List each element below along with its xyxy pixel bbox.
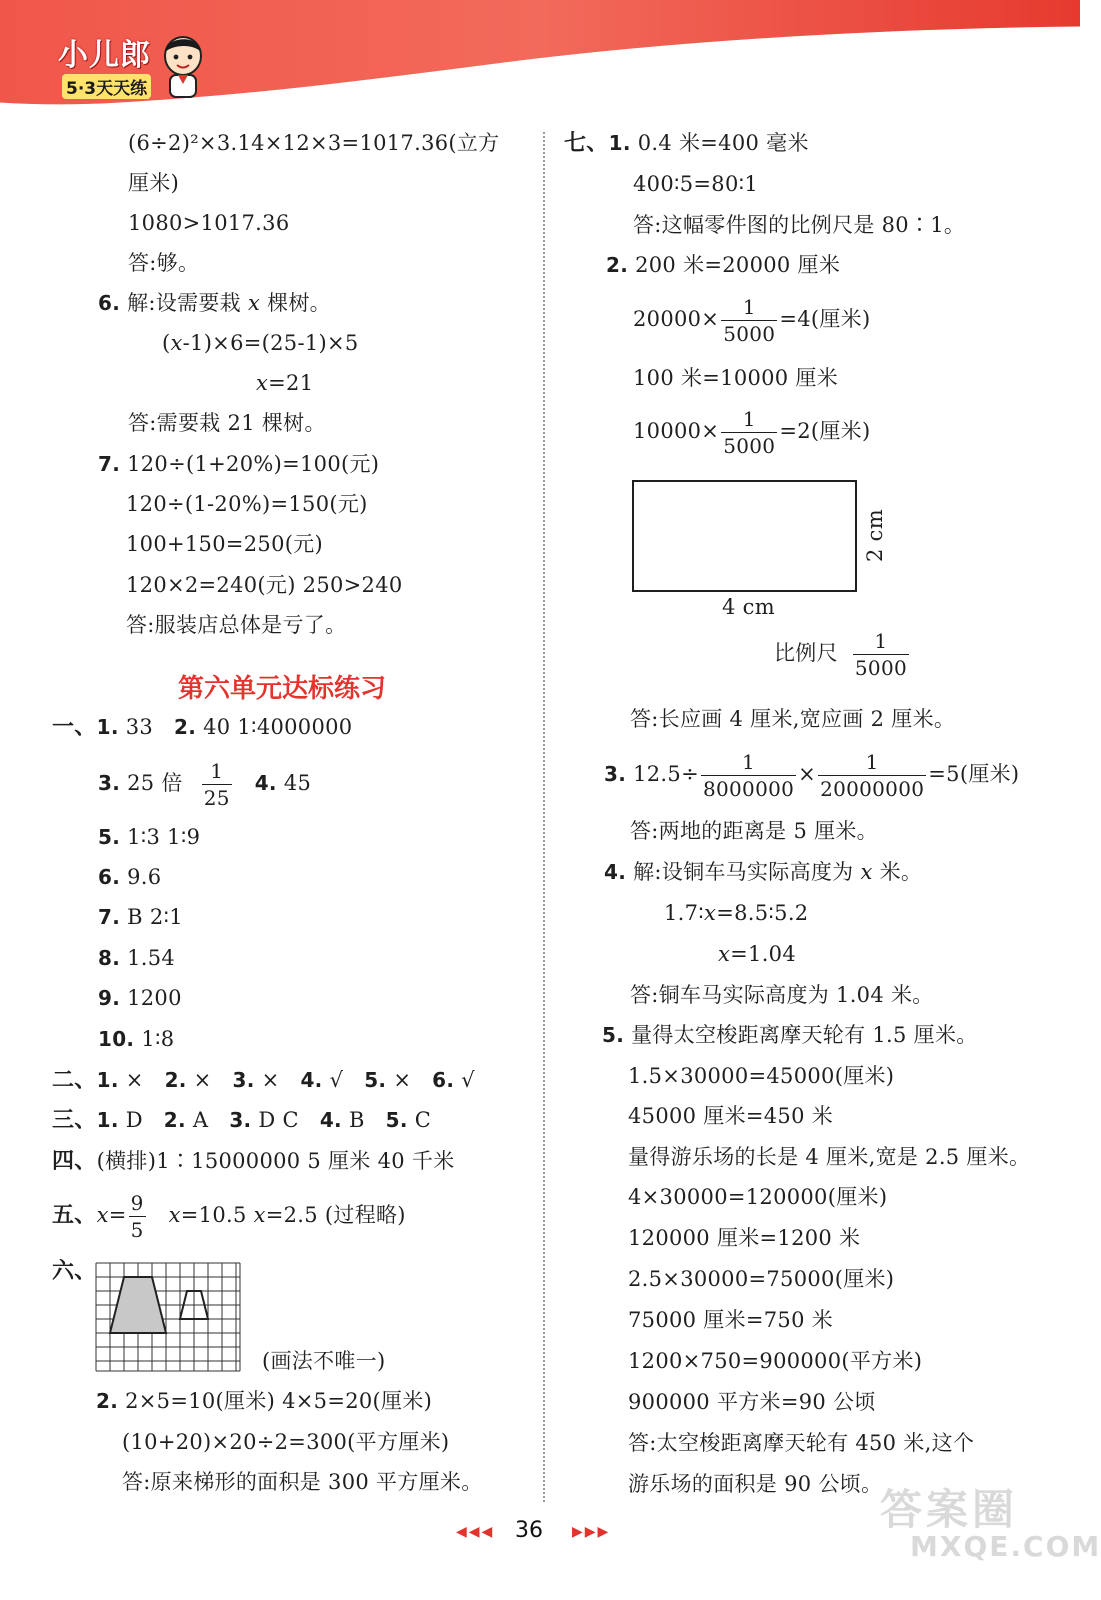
numerator: 1 <box>742 295 756 319</box>
question-number: 2. <box>173 715 197 739</box>
answer-value: D <box>125 1108 143 1132</box>
section-label: 二、 <box>52 1068 97 1093</box>
arrow-right-icon: ▶▶▶ <box>572 1524 611 1540</box>
answer-value: B <box>348 1108 365 1132</box>
question-number: 6. <box>98 291 121 315</box>
fraction <box>701 752 796 799</box>
answer-value: 25 倍 <box>127 771 183 795</box>
section-3-row <box>52 1105 431 1136</box>
scaled-rectangle <box>632 480 857 592</box>
question-number: 2. <box>606 253 629 277</box>
question-number: 1. <box>96 1068 119 1092</box>
calc-line: 1.5×30000=45000(厘米) <box>628 1064 895 1088</box>
answer-line: 答:需要栽 21 棵树。 <box>128 411 326 435</box>
expression-part: 12.5÷ <box>633 762 699 786</box>
calc-line: 0.4 米=400 毫米 <box>637 131 809 155</box>
expression-part: =2(厘米) <box>779 419 871 443</box>
answer-value: 33 <box>125 715 154 739</box>
answer-line: 答:够。 <box>128 251 200 275</box>
calc-line: 120÷(1+20%)=100(元) <box>127 452 380 476</box>
calc-line: 75000 厘米=750 米 <box>628 1308 834 1332</box>
section-label: 四、 <box>52 1149 97 1174</box>
watermark-title: 答案圈 <box>880 1485 1019 1534</box>
section-1-row <box>98 862 161 892</box>
calc-line <box>633 296 870 344</box>
question-number: 3. <box>232 1068 255 1092</box>
calc-line: 1080>1017.36 <box>128 211 290 235</box>
calc-line: (6÷2)²×3.14×12×3=1017.36(立方 <box>128 131 500 155</box>
question-number: 3. <box>98 771 121 795</box>
answer-line: 游乐场的面积是 90 公顷。 <box>628 1472 883 1496</box>
section-6-q2 <box>96 1386 432 1416</box>
answer-value: × <box>125 1068 144 1092</box>
question-number: 5. <box>602 1023 625 1047</box>
answer-value: × <box>393 1068 412 1092</box>
calc-line: 200 米=20000 厘米 <box>635 253 841 277</box>
calc-line: 120×2=240(元) 250>240 <box>126 573 403 597</box>
question-number: 5. <box>385 1108 408 1132</box>
calc-line: 1200×750=900000(平方米) <box>628 1349 923 1373</box>
section-1-row <box>98 760 311 808</box>
calc-line: 2.5×30000=75000(厘米) <box>628 1267 895 1291</box>
answer-value: × <box>193 1068 212 1092</box>
answer-line: 答:两地的距离是 5 厘米。 <box>630 819 878 843</box>
numerator: 1 <box>874 629 888 653</box>
answer-line: 答:太空梭距离摩天轮有 450 米,这个 <box>628 1431 975 1455</box>
question-number: 2. <box>164 1068 187 1092</box>
question-6 <box>98 288 331 318</box>
calc-line: 厘米) <box>128 171 180 195</box>
section-label: 三、 <box>52 1108 97 1133</box>
section-1-row <box>98 902 183 932</box>
numerator: 9 <box>130 1191 144 1215</box>
section-2-row <box>52 1065 475 1096</box>
answer-value: D C <box>258 1108 299 1132</box>
section-1-row <box>98 983 182 1013</box>
answer-line: 答:原来梯形的面积是 300 平方厘米。 <box>122 1470 483 1494</box>
large-trapezoid <box>110 1277 166 1333</box>
equation-line: 𝑥=1.04 <box>718 942 796 966</box>
answer-value: 40 1∶4000000 <box>203 715 353 739</box>
expression-part: × <box>798 762 817 786</box>
rect-height-label: 2 cm <box>863 509 887 562</box>
question-number: 6. <box>432 1068 455 1092</box>
section-4-row <box>52 1146 455 1177</box>
denominator: 25 <box>203 786 230 810</box>
calc-line: 100 米=10000 厘米 <box>633 366 839 390</box>
calc-line: 量得太空梭距离摩天轮有 1.5 厘米。 <box>631 1023 978 1047</box>
calc-line: 120÷(1-20%)=150(元) <box>126 492 368 516</box>
answer-value: B 2∶1 <box>127 905 183 929</box>
answer-line: 答:铜车马实际高度为 1.04 米。 <box>630 983 934 1007</box>
expression-part: 20000× <box>633 307 720 331</box>
section-label: 六、 <box>52 1259 97 1284</box>
answer-value: 9.6 <box>127 865 162 889</box>
logo-subtitle: 5·3天天练 <box>62 74 151 99</box>
solution-setup: 解:设铜车马实际高度为 𝑥 米。 <box>633 860 923 884</box>
denominator: 8000000 <box>702 777 795 801</box>
answer-value: A <box>192 1108 209 1132</box>
expression-part: 10000× <box>633 419 720 443</box>
question-number: 1. <box>608 131 631 155</box>
section-1-row <box>98 822 200 852</box>
fraction <box>202 761 232 808</box>
solution-setup: 解:设需要栽 𝑥 棵树。 <box>127 291 331 315</box>
answer-value: 1200 <box>127 986 182 1010</box>
question-number: 8. <box>98 946 121 970</box>
fraction <box>818 752 926 799</box>
question-number: 4. <box>254 771 277 795</box>
answer-value: 1.54 <box>127 946 176 970</box>
question-number: 2. <box>163 1108 186 1132</box>
section-6-label <box>52 1256 97 1287</box>
section-7-q1 <box>564 128 809 159</box>
section-7-q2 <box>606 250 840 280</box>
answer-value: √ <box>329 1068 344 1092</box>
equation-line: 𝑥=21 <box>256 371 314 395</box>
denominator: 5 <box>130 1218 144 1242</box>
answer-value: √ <box>461 1068 475 1092</box>
answer-value: 1∶3 1∶9 <box>127 825 201 849</box>
question-number: 4. <box>300 1068 323 1092</box>
section-1-row <box>98 1024 174 1054</box>
fraction <box>853 631 909 678</box>
scale-note <box>774 630 911 678</box>
denominator: 20000000 <box>820 777 925 801</box>
question-7 <box>98 449 379 479</box>
section-7-q5 <box>602 1020 978 1050</box>
logo-title: 小儿郎 <box>58 38 151 73</box>
question-number: 1. <box>96 1108 119 1132</box>
denominator: 5000 <box>723 322 776 346</box>
question-number: 5. <box>364 1068 387 1092</box>
calc-line: 45000 厘米=450 米 <box>628 1104 834 1128</box>
question-number: 3. <box>229 1108 252 1132</box>
fraction <box>721 297 777 344</box>
answer-line: 答:长应画 4 厘米,宽应画 2 厘米。 <box>630 707 956 731</box>
question-number: 7. <box>98 452 121 476</box>
section-5-row <box>52 1192 406 1240</box>
question-number: 3. <box>604 762 627 786</box>
scale-label: 比例尺 <box>774 641 838 665</box>
calc-line: (10+20)×20÷2=300(平方厘米) <box>122 1430 450 1454</box>
question-number: 2. <box>96 1389 119 1413</box>
calc-line: 4×30000=120000(厘米) <box>628 1185 888 1209</box>
question-number: 7. <box>98 905 121 929</box>
unit-heading: 第六单元达标练习 <box>178 674 387 704</box>
calc-line: 100+150=250(元) <box>126 532 324 556</box>
calc-line: 400∶5=80∶1 <box>633 172 759 196</box>
answer-value: 45 <box>283 771 312 795</box>
brand-logo <box>56 30 166 104</box>
column-divider <box>543 132 545 1502</box>
expression-part: =4(厘米) <box>779 307 871 331</box>
calc-line: 900000 平方米=90 公顷 <box>628 1390 876 1414</box>
calc-line: 120000 厘米=1200 米 <box>628 1226 861 1250</box>
numerator: 1 <box>210 759 224 783</box>
denominator: 5000 <box>854 656 907 680</box>
answer-line: 答:服装店总体是亏了。 <box>126 613 347 637</box>
question-number: 1. <box>96 715 119 739</box>
denominator: 5000 <box>723 434 776 458</box>
question-number: 4. <box>604 860 627 884</box>
fraction <box>721 409 777 456</box>
numerator: 1 <box>865 750 879 774</box>
answer-value: 𝑥=10.5 𝑥=2.5 (过程略) <box>168 1203 406 1227</box>
question-number: 6. <box>98 865 121 889</box>
equation-line: (𝑥-1)×6=(25-1)×5 <box>162 331 359 355</box>
expression-part: =5(厘米) <box>928 762 1020 786</box>
section-1-row <box>52 712 352 743</box>
answer-line: 答:这幅零件图的比例尺是 80∶1。 <box>633 213 966 237</box>
section-7-q3 <box>604 748 1019 800</box>
section-label: 五、 <box>52 1203 97 1228</box>
watermark-url: MXQE.COM <box>910 1530 1101 1563</box>
question-number: 4. <box>319 1108 342 1132</box>
section-label: 一、 <box>52 715 97 740</box>
section-1-row <box>98 943 175 973</box>
page-header <box>0 0 1080 112</box>
calc-line <box>633 408 870 456</box>
question-number: 9. <box>98 986 121 1010</box>
watermark <box>880 1485 1101 1563</box>
rect-width-label: 4 cm <box>722 595 775 619</box>
answer-value: × <box>261 1068 280 1092</box>
drawing-note: (画法不唯一) <box>262 1349 386 1373</box>
section-7-q4 <box>604 857 922 887</box>
grid-drawing <box>95 1262 241 1372</box>
question-number: 10. <box>98 1027 135 1051</box>
question-number: 5. <box>98 825 121 849</box>
page-number: 36 <box>515 1518 543 1543</box>
answer-value: 𝑥= <box>96 1203 127 1227</box>
fraction <box>129 1193 146 1240</box>
calc-line: 2×5=10(厘米) 4×5=20(厘米) <box>125 1389 433 1413</box>
answer-value: 1∶8 <box>141 1027 175 1051</box>
mascot-boy-icon <box>160 32 206 102</box>
answer-value: C <box>414 1108 432 1132</box>
numerator: 1 <box>742 750 756 774</box>
answer-value: (横排)1∶15000000 5 厘米 40 千米 <box>96 1149 455 1173</box>
numerator: 1 <box>742 407 756 431</box>
equation-line: 1.7∶𝑥=8.5∶5.2 <box>664 901 809 925</box>
arrow-left-icon: ◀◀◀ <box>456 1524 495 1540</box>
calc-line: 量得游乐场的长是 4 厘米,宽是 2.5 厘米。 <box>628 1145 1031 1169</box>
section-label: 七、 <box>564 131 609 156</box>
